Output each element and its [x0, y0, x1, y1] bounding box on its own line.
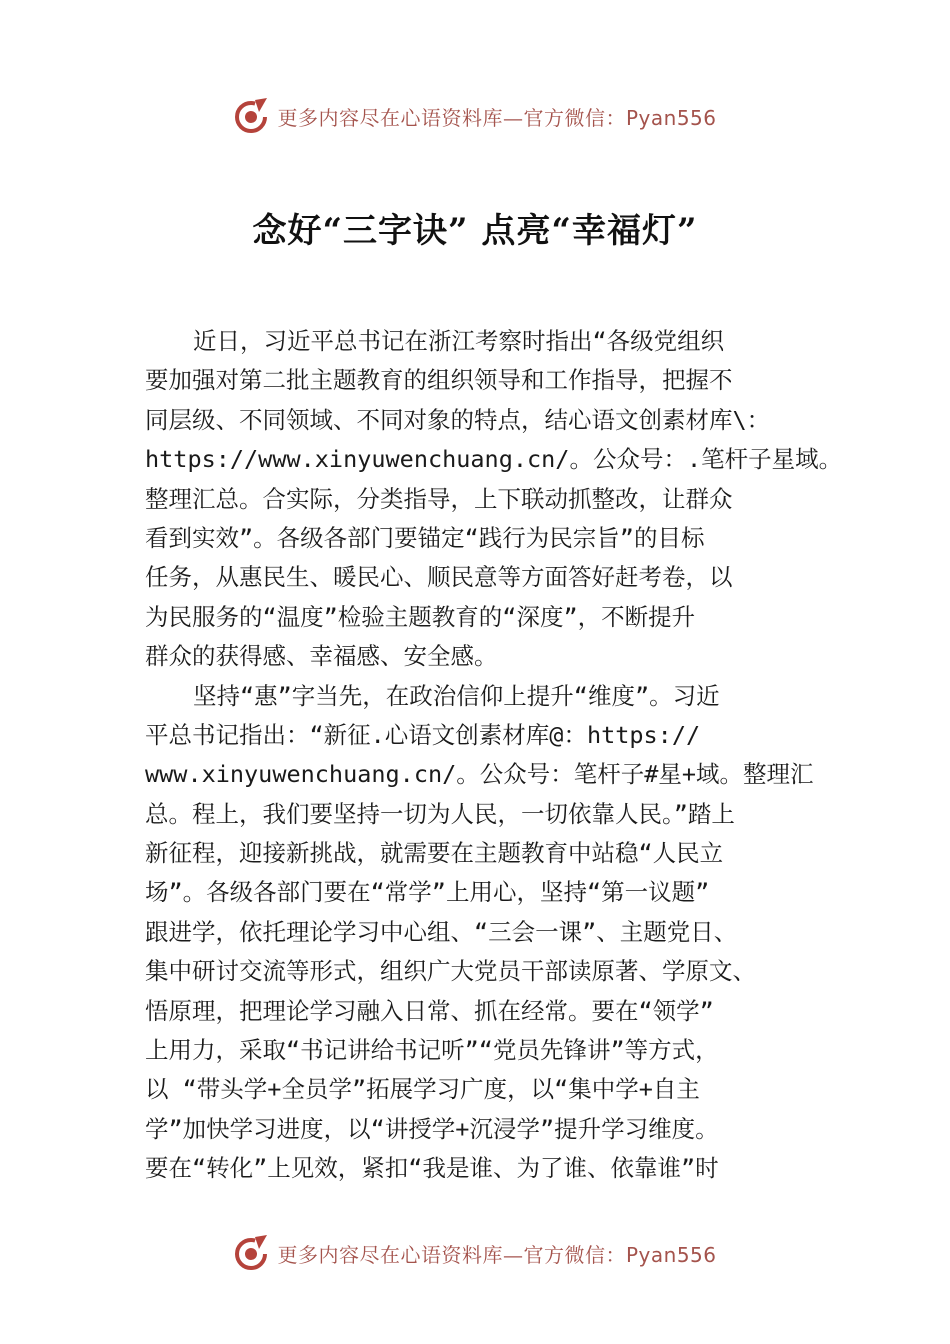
paragraph-line: 集中研讨交流等形式，组织广大党员干部读原著、学原文、: [145, 957, 756, 986]
paragraph-line: https://www.xinyuwenchuang.cn/。公众号：.笔杆子星域。: [145, 445, 843, 474]
paragraph-line: 为民服务的“温度”检验主题教育的“深度”，不断提升: [145, 602, 696, 631]
header-banner: [0, 96, 950, 136]
paragraph-line: 看到实效”。各级各部门要锚定“践行为民宗旨”的目标: [145, 523, 705, 552]
paragraph-line: www.xinyuwenchuang.cn/。公众号：笔杆子#星+域。整理汇: [145, 760, 814, 789]
footer-banner: [0, 1233, 950, 1273]
paragraph-line: 平总书记指出：“新征.心语文创素材库@：https://: [145, 720, 701, 749]
paragraph-line: 以 “带头学+全员学”拓展学习广度，以“集中学+自主: [145, 1075, 700, 1104]
paragraph-line: 近日，习近平总书记在浙江考察时指出“各级党组织: [193, 327, 725, 355]
wechat-id: Pyan556: [625, 1242, 717, 1267]
paragraph-line: 群众的获得感、幸福感、安全感。: [145, 642, 498, 671]
paragraph-line: 任务，从惠民生、暖民心、顺民意等方面答好赶考卷，以: [145, 563, 733, 592]
document-title: 念好“三字诀” 点亮“幸福灯”: [252, 211, 698, 251]
wechat-id: Pyan556: [625, 105, 717, 130]
paragraph-line: 坚持“惠”字当先，在政治信仰上提升“维度”。习近: [193, 681, 720, 710]
paragraph-line: 悟原理，把理论学习融入日常、抓在经常。要在“领学”: [145, 996, 714, 1025]
banner-text: 更多内容尽在心语资料库—官方微信：Pyan556: [277, 1242, 717, 1267]
body-text: [145, 322, 843, 1189]
paragraph-line: 新征程，迎接新挑战，就需要在主题教育中站稳“人民立: [145, 839, 724, 868]
banner-text: 更多内容尽在心语资料库—官方微信：Pyan556: [277, 105, 717, 130]
paragraph-line: 整理汇总。合实际，分类指导，上下联动抓整改，让群众: [145, 484, 733, 513]
paragraph-line: 要加强对第二批主题教育的组织领导和工作指导，把握不: [145, 366, 733, 395]
paragraph-line: 上用力，采取“书记讲给书记听”“党员先锋讲”等方式，: [145, 1036, 719, 1065]
paragraph-line: 学”加快学习进度，以“讲授学+沉浸学”提升学习维度。: [145, 1114, 719, 1143]
paragraph-line: 场”。各级各部门要在“常学”上用心，坚持“第一议题”: [145, 878, 710, 907]
paragraph-line: 同层级、不同领域、不同对象的特点，结心语文创素材库\：: [145, 405, 771, 434]
paragraph-line: 总。程上，我们要坚持一切为人民，一切依靠人民。”踏上: [145, 799, 735, 828]
ink-brush-seal-logo-icon: [233, 96, 273, 136]
paragraph-line: 跟进学，依托理论学习中心组、“三会一课”、主题党日、: [145, 917, 738, 946]
ink-brush-seal-logo-icon: [233, 1233, 273, 1273]
paragraph-line: 要在“转化”上见效，紧扣“我是谁、为了谁、依靠谁”时: [145, 1154, 719, 1183]
